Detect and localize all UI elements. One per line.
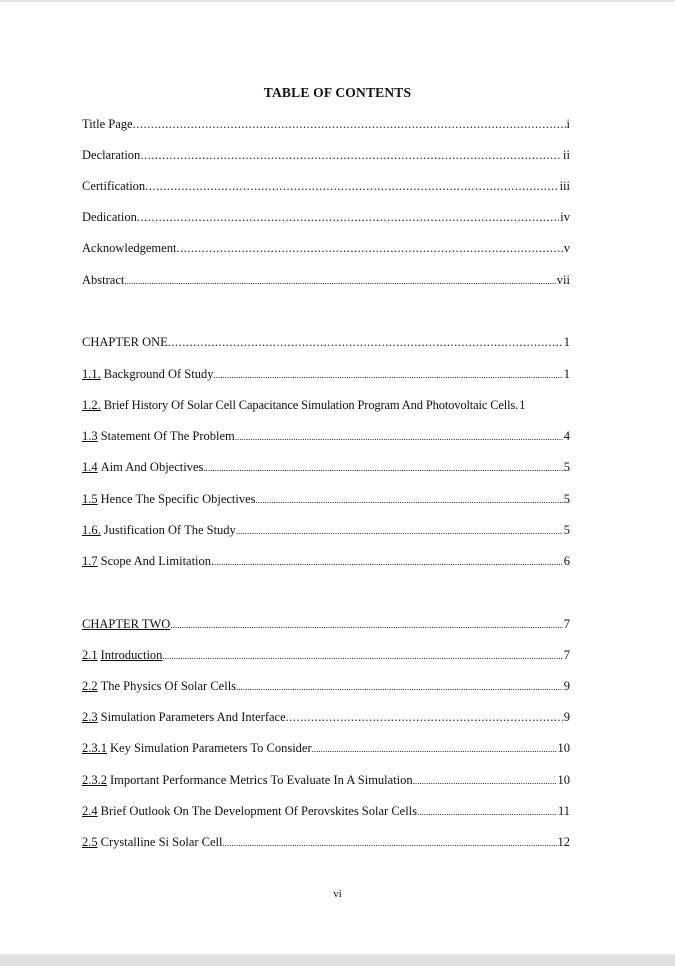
entry-label: Declaration [82,148,141,162]
leader-dots [413,772,557,790]
section-number: 1.2. [82,398,101,412]
toc-entry-declaration[interactable] [82,146,570,164]
section-number: 1.1. [82,367,101,381]
section-number: 2.2 [82,679,98,693]
leader-dots [170,616,562,634]
entry-page: 9 [563,710,570,724]
toc-heading: TABLE OF CONTENTS [263,85,412,100]
entry-label: Dedication [82,210,137,224]
entry-label: Key Simulation Parameters To Consider [110,741,312,755]
section-number: 2.3.2 [82,773,107,787]
entry-label: Certification [82,179,146,193]
leader-dots [235,428,563,446]
page-number-footer: vi [333,888,342,900]
entry-label: Scope And Limitation. [100,554,215,568]
toc-entry-1-6[interactable] [82,521,570,539]
section-number: 2.3 [82,710,98,724]
toc-entry-1-7[interactable] [82,552,570,570]
section-number: 2.4 [82,804,98,818]
entry-page: 12 [557,835,570,849]
section-number: 1.6. [82,523,101,537]
entry-label: Brief History Of Solar Cell Capacitance Simulation Program And Photovoltaic Cells. [103,398,519,412]
entry-page: 6 [563,554,570,568]
toc-entry-1-5[interactable] [82,490,570,508]
entry-page: 7 [563,648,570,662]
section-number: 1.5 [82,492,98,506]
entry-page: ii [563,148,570,162]
chapter-label: CHAPTER TWO [82,617,171,631]
entry-page: 5 [563,523,570,537]
toc-entry-1-2[interactable] [82,396,577,414]
leader-dots [236,678,563,696]
entry-label: Simulation Parameters And Interface [100,710,286,724]
entry-page: 5 [563,492,570,506]
leader-dots [417,803,557,821]
viewer-bottom-edge [0,956,675,966]
leader-dots [286,708,563,726]
chapter-label: CHAPTER ONE [82,335,168,349]
leader-dots [168,333,563,351]
toc-chapter-one[interactable] [82,333,570,351]
toc-entry-2-5[interactable] [82,833,570,851]
entry-page: 11 [557,804,570,818]
toc-entry-abstract[interactable] [82,271,570,289]
entry-label: Introduction [100,648,163,662]
entry-page: 9 [563,679,570,693]
document-page [0,2,675,954]
leader-dots [137,208,559,226]
entry-label: Hence The Specific Objectives [100,492,256,506]
toc-entry-certification[interactable] [82,177,570,195]
entry-page: 1 [519,398,526,412]
toc-entry-2-2[interactable] [82,677,570,695]
entry-label: Justification Of The Study [103,523,236,537]
entry-page: iii [559,179,570,193]
leader-dots [140,146,562,164]
entry-label: The Physics Of Solar Cells [100,679,237,693]
entry-label: Aim And Objectives [100,460,204,474]
leader-dots [176,239,562,257]
entry-page: 5 [563,460,570,474]
leader-dots [214,553,563,571]
toc-entry-1-4[interactable] [82,458,570,476]
leader-dots [256,491,563,509]
entry-label: Background Of Study [103,367,214,381]
leader-dots [203,459,562,477]
entry-label: Acknowledgement [82,241,177,255]
entry-label: Important Performance Metrics To Evaluate In A Simulation [110,773,413,787]
toc-entry-2-3[interactable] [82,708,570,726]
toc-entry-2-1[interactable] [82,646,570,664]
toc-entry-title-page[interactable] [82,115,570,133]
leader-dots [162,647,562,665]
entry-page: v [563,241,570,255]
entry-page: 4 [563,429,570,443]
toc-chapter-two[interactable] [82,615,570,633]
leader-dots [223,834,557,852]
leader-dots [236,522,563,540]
entry-page: 10 [557,741,570,755]
section-number: 1.4 [82,460,98,474]
leader-dots [145,177,558,195]
entry-label: Statement Of The Problem [100,429,235,443]
entry-page: i [566,117,570,131]
entry-page: vii [556,273,570,287]
section-number: 1.3 [82,429,98,443]
entry-page: 10 [557,773,570,787]
section-number: 1.7 [82,554,98,568]
entry-label: Brief Outlook On The Development Of Perovskites Solar Cells [100,804,418,818]
leader-dots [213,366,562,384]
entry-page: 1 [563,367,570,381]
toc-entry-2-4[interactable] [82,802,570,820]
toc-entry-2-3-1[interactable] [82,739,570,757]
leader-dots [133,115,566,133]
entry-label: Title Page [82,117,133,131]
section-number: 2.5 [82,835,98,849]
section-number: 2.1 [82,648,98,662]
toc-entry-2-3-2[interactable] [82,771,570,789]
entry-label: Abstract [82,273,125,287]
toc-entry-dedication[interactable] [82,208,570,226]
toc-entry-1-3[interactable] [82,427,570,445]
leader-dots [312,740,557,758]
entry-page: 7 [563,617,570,631]
toc-entry-1-1[interactable] [82,365,570,383]
entry-page: 1 [563,335,570,349]
toc-entry-acknowledgement[interactable] [82,239,570,257]
entry-page: iv [560,210,570,224]
section-number: 2.3.1 [82,741,107,755]
entry-label: Crystalline Si Solar Cell [100,835,223,849]
leader-dots [124,272,555,290]
